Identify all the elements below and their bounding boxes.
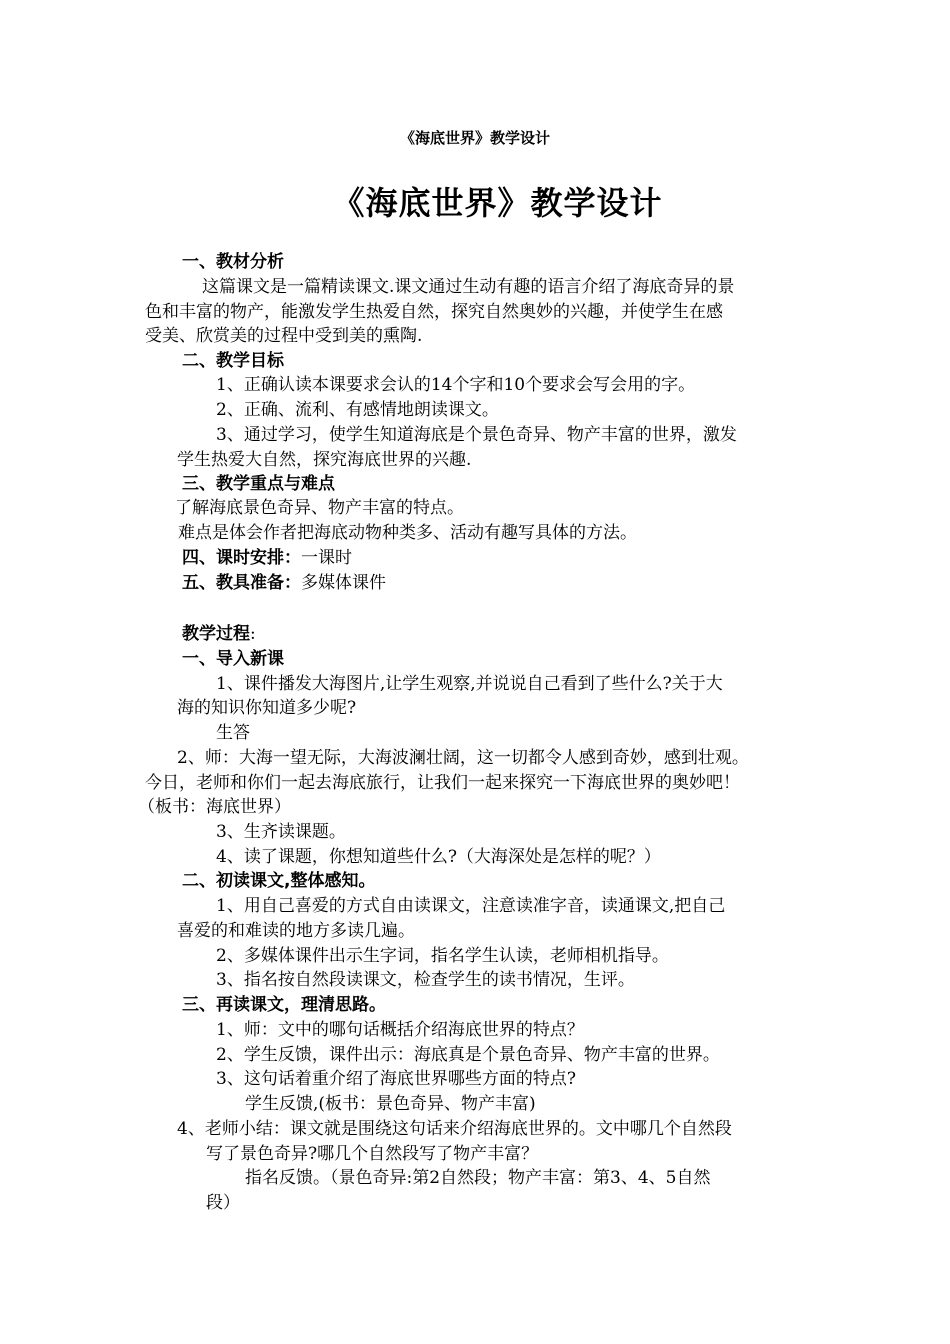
step-heading-first-reading: 二、初读课文,整体感知。: [182, 871, 376, 891]
step-item: 学生反馈,(板书：景色奇异、物产丰富): [245, 1094, 536, 1114]
step-item: 2、师：大海一望无际，大海波澜壮阔，这一切都令人感到奇妙，感到壮观。: [177, 748, 749, 768]
step-heading-introduction: 一、导入新课: [182, 649, 284, 669]
teaching-aids-row: [182, 571, 386, 595]
section-heading-material-analysis: 一、教材分析: [182, 252, 284, 272]
paragraph-line: 这篇课文是一篇精读课文.课文通过生动有趣的语言介绍了海底奇异的景: [202, 277, 735, 297]
step-item-continued: 今日，老师和你们一起去海底旅行，让我们一起来探究一下海底世界的奥妙吧！: [145, 773, 740, 793]
step-heading-second-reading: 三、再读课文，理清思路。: [182, 995, 386, 1015]
step-item: 4、老师小结：课文就是围绕这句话来介绍海底世界的。文中哪几个自然段: [177, 1119, 732, 1139]
section-heading-teaching-goals: 二、教学目标: [182, 351, 284, 371]
step-item: 2、多媒体课件出示生字词，指名学生认读，老师相机指导。: [216, 946, 669, 966]
step-item-continued: 海的知识你知道多少呢?: [177, 698, 357, 718]
goal-item: 1、正确认读本课要求会认的14个字和10个要求会写会用的字。: [216, 375, 696, 395]
section-heading-key-points: 三、教学重点与难点: [182, 474, 335, 494]
teaching-process-heading: [182, 622, 256, 646]
step-item-continued: （板书：海底世界）: [138, 797, 291, 817]
step-item: 1、用自己喜爱的方式自由读课文，注意读准字音，读通课文,把自己: [216, 896, 726, 916]
step-item: 3、生齐读课题。: [216, 822, 346, 842]
class-hours-value: 一课时: [301, 548, 352, 568]
teaching-aids-value: 多媒体课件: [301, 573, 386, 593]
step-item: 3、指名按自然段读课文，检查学生的读书情况，生评。: [216, 970, 635, 990]
document-title: 《海底世界》教学设计: [332, 184, 663, 222]
step-item: 4、读了课题，你想知道些什么?（大海深处是怎样的呢？）: [216, 847, 661, 867]
step-item-continued: 段）: [206, 1193, 240, 1213]
step-item: 生答: [216, 723, 250, 743]
class-hours-label: 四、课时安排：: [182, 548, 301, 568]
goal-item-continued: 学生热爱大自然，探究海底世界的兴趣.: [177, 450, 472, 470]
teaching-process-label: 教学过程: [182, 624, 250, 644]
step-item: 1、师：文中的哪句话概括介绍海底世界的特点？: [216, 1020, 584, 1040]
teaching-process-colon: :: [250, 624, 256, 644]
step-item: 指名反馈。（景色奇异:第2自然段；物产丰富：第3、4、5自然: [245, 1168, 711, 1188]
goal-item: 3、通过学习，使学生知道海底是个景色奇异、物产丰富的世界，激发: [216, 425, 737, 445]
key-point-line: 了解海底景色奇异、物产丰富的特点。: [175, 498, 464, 518]
paragraph-line: 受美、欣赏美的过程中受到美的熏陶.: [145, 326, 423, 346]
step-item: 2、学生反馈，课件出示：海底真是个景色奇异、物产丰富的世界。: [216, 1045, 720, 1065]
step-item: 1、课件播发大海图片,让学生观察,并说说自己看到了些什么?关于大: [216, 674, 723, 694]
difficulty-line: 难点是体会作者把海底动物种类多、活动有趣写具体的方法。: [178, 523, 637, 543]
goal-item: 2、正确、流利、有感情地朗读课文。: [216, 400, 499, 420]
step-item-continued: 喜爱的和难读的地方多读几遍。: [177, 921, 415, 941]
class-hours-row: [182, 546, 352, 570]
step-item: 3、这句话着重介绍了海底世界哪些方面的特点?: [216, 1069, 576, 1089]
step-item-continued: 写了景色奇异?哪几个自然段写了物产丰富？: [206, 1144, 539, 1164]
paragraph-line: 色和丰富的物产，能激发学生热爱自然，探究自然奥妙的兴趣，并使学生在感: [145, 302, 723, 322]
page-header: 《海底世界》教学设计: [399, 129, 550, 147]
teaching-aids-label: 五、教具准备：: [182, 573, 301, 593]
